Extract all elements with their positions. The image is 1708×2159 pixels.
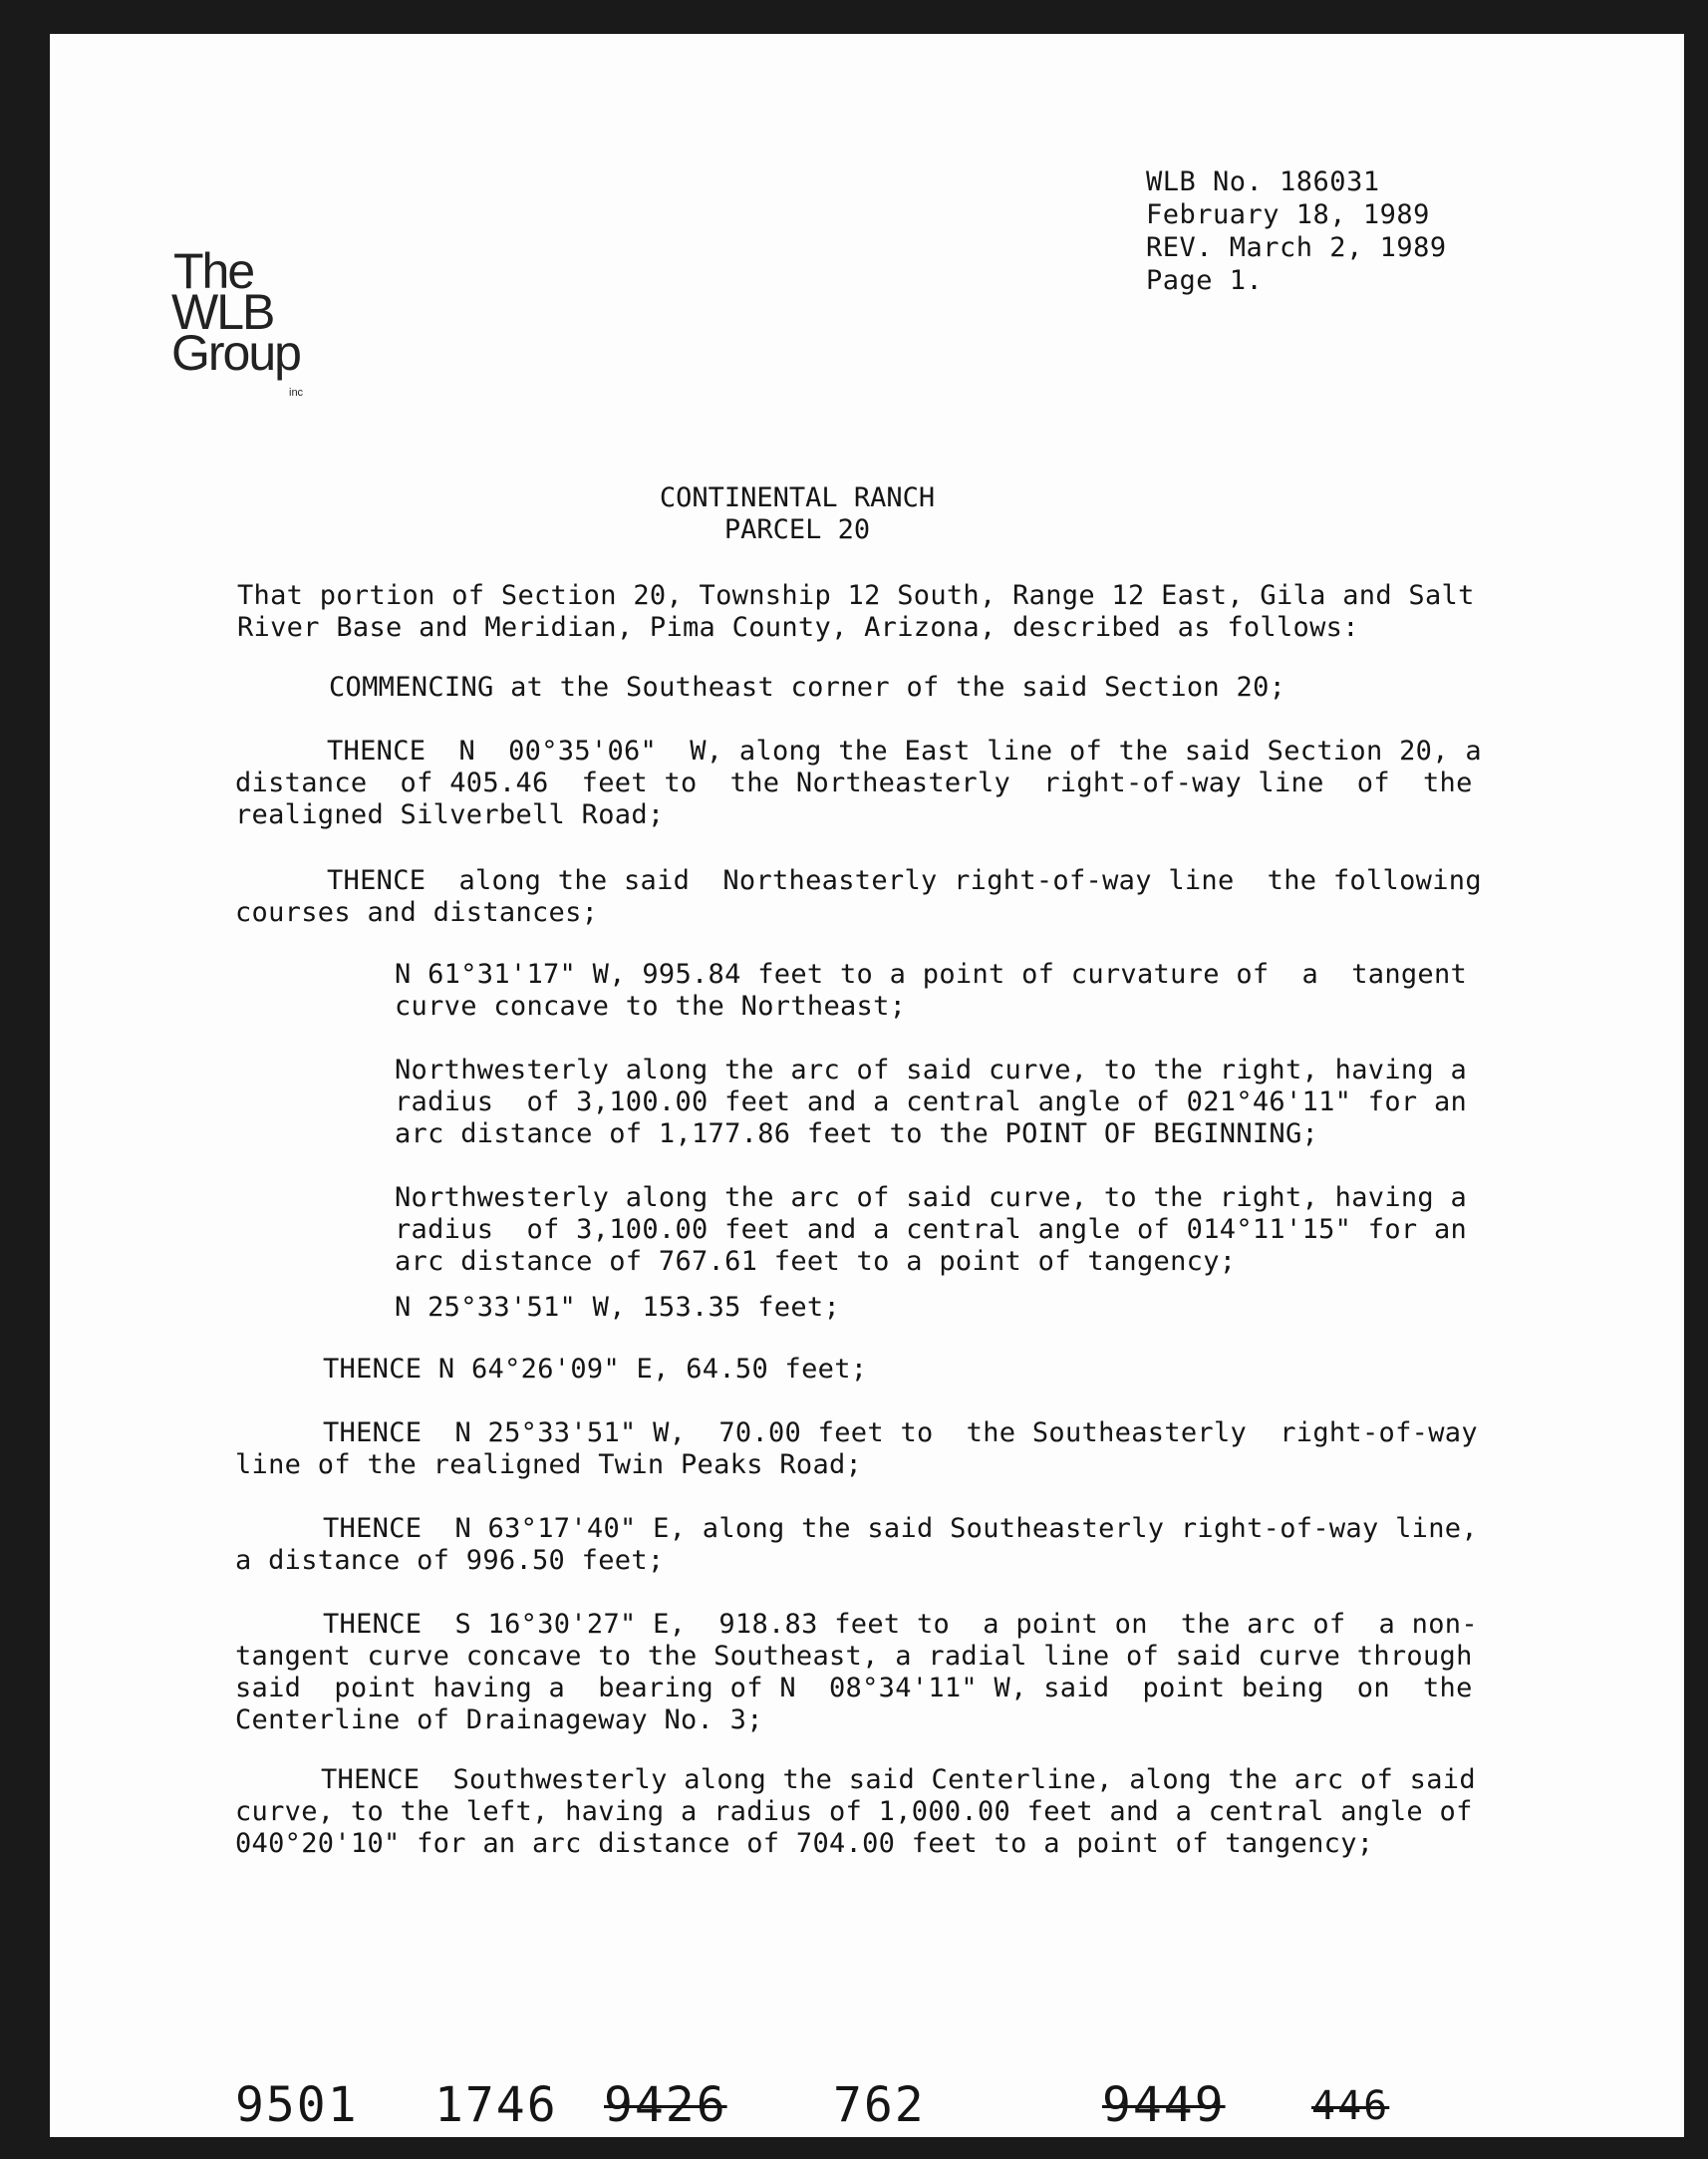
paragraph-line: curve concave to the Northeast; [395,991,907,1022]
paragraph-line: THENCE S 16°30'27" E, 918.83 feet to a point on the arc of a non- [323,1609,1478,1640]
paragraph [50,1764,1684,1860]
logo-inc: inc [289,387,304,399]
paragraph-line: a distance of 996.50 feet; [235,1545,665,1576]
footer-number-1: 9501 [235,2077,359,2133]
wlb-number: WLB No. 186031 [1146,166,1380,197]
paragraph-line: arc distance of 767.61 feet to a point of tangency; [395,1246,1237,1277]
title-line-2: PARCEL 20 [723,514,871,545]
paragraph [50,1182,1684,1278]
paragraph [50,672,1684,704]
paragraph-line: THENCE along the said Northeasterly right-of-way line the following [327,865,1482,896]
document-page [50,34,1684,2137]
paragraph-line: THENCE Southwesterly along the said Centerline, along the arc of said [321,1764,1476,1795]
footer-number-4: 762 [833,2077,926,2133]
paragraph [50,1354,1684,1386]
paragraph-line: Centerline of Drainageway No. 3; [235,1704,763,1735]
paragraph-line: That portion of Section 20, Township 12 South, Range 12 East, Gila and Salt [237,580,1475,611]
paragraph [50,959,1684,1023]
footer-number-6-struck: 446 [1311,2083,1390,2129]
footer-number-3-struck: 9426 [604,2077,727,2133]
paragraph-line: distance of 405.46 feet to the Northeasterly right-of-way line of the [235,768,1473,798]
footer-number-5-struck: 9449 [1102,2077,1226,2133]
paragraph-line: tangent curve concave to the Southeast, a radial line of said curve through [235,1641,1473,1672]
paragraph-line: River Base and Meridian, Pima County, Arizona, described as follows: [237,612,1359,643]
paragraph-line: THENCE N 25°33'51" W, 70.00 feet to the Southeasterly right-of-way [323,1417,1478,1448]
paragraph-line: Northwesterly along the arc of said curve, to the right, having a [395,1055,1468,1085]
paragraph-line: line of the realigned Twin Peaks Road; [235,1449,863,1480]
logo-line-wlb: WLB [171,284,274,340]
wlb-group-logo [171,243,304,399]
logo-line-the: The [173,243,254,299]
document-title [50,482,1614,546]
revision-date: REV. March 2, 1989 [1146,232,1447,263]
paragraph-line: radius of 3,100.00 feet and a central angle of 021°46'11" for an [395,1086,1468,1117]
logo-line-group: Group [171,325,300,381]
paragraph-line: realigned Silverbell Road; [235,799,665,830]
paragraph-line: 040°20'10" for an arc distance of 704.00 feet to a point of tangency; [235,1828,1374,1859]
paragraph-line: arc distance of 1,177.86 feet to the POINT OF BEGINNING; [395,1118,1319,1149]
paragraph-line: N 25°33'51" W, 153.35 feet; [395,1292,840,1323]
paragraph [50,865,1684,929]
paragraph-line: COMMENCING at the Southeast corner of the said Section 20; [329,672,1286,703]
paragraph-line: Northwesterly along the arc of said curve, to the right, having a [395,1182,1468,1213]
page-number: Page 1. [1146,265,1264,296]
document-reference-block [1146,165,1447,297]
paragraph-line: said point having a bearing of N 08°34'11" W, said point being on the [235,1673,1473,1703]
paragraph [50,1513,1684,1577]
paragraph-line: curve, to the left, having a radius of 1,000.00 feet and a central angle of [235,1796,1473,1827]
paragraph-line: courses and distances; [235,897,599,928]
paragraph-line: THENCE N 00°35'06" W, along the East line of the said Section 20, a [327,736,1482,767]
title-line-1: CONTINENTAL RANCH [659,482,936,513]
paragraph [50,1292,1684,1324]
document-date: February 18, 1989 [1146,199,1430,230]
paragraph [50,1055,1684,1150]
paragraph-line: radius of 3,100.00 feet and a central angle of 014°11'15" for an [395,1214,1468,1245]
paragraph-line: THENCE N 64°26'09" E, 64.50 feet; [323,1354,868,1385]
paragraph [50,736,1684,831]
paragraph [50,1417,1684,1481]
paragraph-line: THENCE N 63°17'40" E, along the said Southeasterly right-of-way line, [323,1513,1478,1544]
paragraph [50,1609,1684,1736]
footer-number-2: 1746 [434,2077,558,2133]
paragraph-line: N 61°31'17" W, 995.84 feet to a point of curvature of a tangent [395,959,1468,990]
paragraph [50,580,1684,644]
